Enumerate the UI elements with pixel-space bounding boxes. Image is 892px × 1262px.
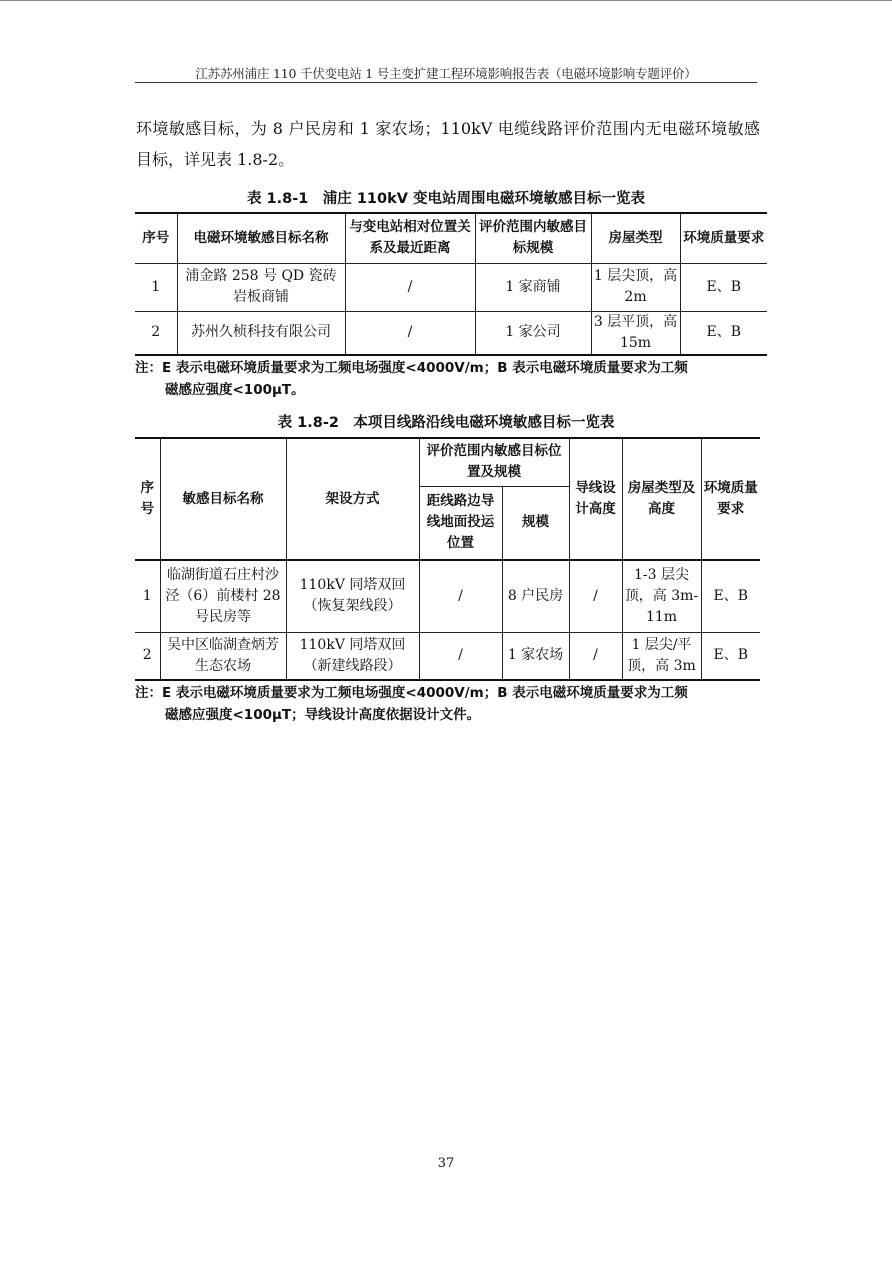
table2-note (135, 682, 760, 726)
table1-header-name: 电磁环境敏感目标名称 (177, 213, 345, 263)
table-row (135, 311, 767, 355)
page-top-border (0, 0, 892, 1)
table2-header-group: 评价范围内敏感目标位置及规模 (419, 438, 569, 486)
table2-header-distance: 距线路边导线地面投运位置 (419, 486, 502, 560)
table1-cell-scale: 1 家公司 (475, 311, 591, 355)
table1-caption: 表 1.8-1 浦庄 110kV 变电站周围电磁环境敏感目标一览表 (246, 191, 646, 207)
table1-cell-house: 1 层尖顶，高 2m (591, 263, 680, 311)
header-rule (135, 82, 757, 83)
table2-cell-height: / (569, 560, 622, 632)
table2-cell-method: 110kV 同塔双回（恢复架线段） (286, 560, 419, 632)
table2-cell-quality: E、B (701, 632, 760, 680)
table1-header-position: 与变电站相对位置关系及最近距离 (345, 213, 475, 263)
table1-header-scale: 评价范围内敏感目标规模 (475, 213, 591, 263)
table1-cell-house: 3 层平顶，高 15m (591, 311, 680, 355)
table-row (135, 560, 760, 632)
table2 (135, 437, 760, 681)
running-header: 江苏苏州浦庄 110 千伏变电站 1 号主变扩建工程环境影响报告表（电磁环境影响专题评价） (195, 66, 697, 81)
table1-cell-position: / (345, 263, 475, 311)
table1-cell-index: 1 (135, 263, 177, 311)
table2-header-row (135, 438, 760, 486)
table1-cell-index: 2 (135, 311, 177, 355)
table1-cell-quality: E、B (680, 263, 767, 311)
table-row (135, 263, 767, 311)
table1 (135, 212, 767, 356)
table2-cell-height: / (569, 632, 622, 680)
table1-cell-name: 浦金路 258 号 QD 瓷砖岩板商铺 (177, 263, 345, 311)
table1-note-line2: 磁感应强度<100μT。 (165, 382, 305, 398)
table2-cell-distance: / (419, 560, 502, 632)
table1-note-line1: 注：E 表示电磁环境质量要求为工频电场强度<4000V/m；B 表示电磁环境质量要求为工频 (135, 360, 688, 376)
table2-cell-scale: 1 家农场 (502, 632, 569, 680)
table2-header-house: 房屋类型及高度 (622, 438, 701, 560)
table2-header-name: 敏感目标名称 (160, 438, 286, 560)
table2-cell-index: 2 (135, 632, 160, 680)
table2-cell-method: 110kV 同塔双回（新建线路段） (286, 632, 419, 680)
table2-caption: 表 1.8-2 本项目线路沿线电磁环境敏感目标一览表 (277, 415, 615, 431)
table2-cell-distance: / (419, 632, 502, 680)
table2-header-scale: 规模 (502, 486, 569, 560)
table2-note-line1: 注：E 表示电磁环境质量要求为工频电场强度<4000V/m；B 表示电磁环境质量要求为工频 (135, 685, 688, 701)
intro-paragraph: 环境敏感目标，为 8 户民房和 1 家农场；110kV 电缆线路评价范围内无电磁环境敏感目标，详见表 1.8-2。 (136, 119, 760, 169)
table1-header-quality: 环境质量要求 (680, 213, 767, 263)
table2-header-method: 架设方式 (286, 438, 419, 560)
page-number: 37 (437, 1156, 455, 1171)
table2-cell-quality: E、B (701, 560, 760, 632)
table1-cell-name: 苏州久桢科技有限公司 (177, 311, 345, 355)
table2-cell-house: 1-3 层尖顶，高 3m-11m (622, 560, 701, 632)
table2-note-line2: 磁感应强度<100μT；导线设计高度依据设计文件。 (165, 707, 481, 723)
table2-header-height: 导线设计高度 (569, 438, 622, 560)
table2-cell-scale: 8 户民房 (502, 560, 569, 632)
table2-header-index: 序号 (135, 438, 160, 560)
table1-cell-quality: E、B (680, 311, 767, 355)
table2-cell-house: 1 层尖/平顶，高 3m (622, 632, 701, 680)
table1-cell-position: / (345, 311, 475, 355)
table1-header-row (135, 213, 767, 263)
table1-header-house: 房屋类型 (591, 213, 680, 263)
table1-cell-scale: 1 家商铺 (475, 263, 591, 311)
table1-header-index: 序号 (135, 213, 177, 263)
table2-header-quality: 环境质量要求 (701, 438, 760, 560)
table1-note (135, 357, 760, 401)
table2-cell-name: 临湖街道石庄村沙泾（6）前楼村 28 号民房等 (160, 560, 286, 632)
table-row (135, 632, 760, 680)
table2-cell-index: 1 (135, 560, 160, 632)
table2-cell-name: 吴中区临湖查炳芳生态农场 (160, 632, 286, 680)
